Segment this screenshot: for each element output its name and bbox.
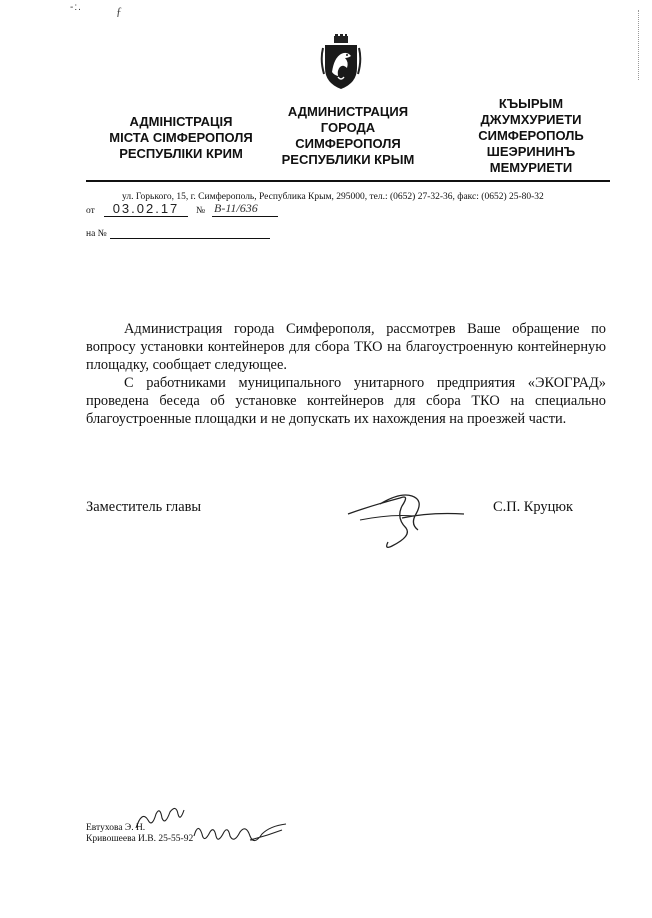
reply-to-field — [110, 228, 270, 239]
document-number: В-11/636 — [212, 202, 278, 217]
header-left-line: РЕСПУБЛІКИ КРИМ — [119, 146, 243, 161]
office-address: ул. Горького, 15, г. Симферополь, Республика Крым, 295000, тел.: (0652) 27-32-36, факс: (0652) 25-80-32 — [122, 192, 544, 202]
letter-body — [86, 320, 606, 428]
coat-of-arms-icon — [320, 34, 362, 90]
header-middle-line: РЕСПУБЛИКИ КРЫМ — [281, 152, 415, 167]
body-paragraph: С работниками муниципального унитарного предприятия «ЭКОГРАД» проведена беседа об установке контейнеров для сбора ТКО на специально благоустроенные площадки и не допускать их нахождения на проезжей части. — [86, 375, 606, 427]
header-divider — [86, 180, 610, 182]
document-date: 03.02.17 — [104, 202, 188, 217]
date-label: от — [86, 206, 95, 216]
header-right-line: ДЖУМХУРИЕТИ — [480, 112, 582, 127]
header-left-line: МІСТА СІМФЕРОПОЛЯ — [109, 130, 253, 145]
scan-mark-2: ƒ — [116, 4, 122, 18]
reply-to-label: на № — [86, 229, 107, 239]
header-left-ukrainian — [86, 114, 276, 162]
header-middle-line: ГОРОДА — [320, 120, 376, 135]
body-paragraph: Администрация города Симферополя, рассмотрев Ваше обращение по вопросу установки контейнеров для сбора ТКО на благоустроенную контейнерную площадку, сообщает следующее. — [86, 321, 606, 373]
signatory-name: С.П. Круцюк — [493, 499, 574, 515]
header-right-line: СИМФЕРОПОЛЬ — [478, 128, 584, 143]
scan-mark: -:. — [70, 2, 82, 13]
handwritten-initials — [190, 818, 290, 852]
header-right-line: ШЕЭРИНИНЪ — [486, 144, 576, 159]
header-left-line: АДМІНІСТРАЦІЯ — [129, 114, 233, 129]
header-right-crimean-tatar — [456, 96, 606, 176]
signatory-title: Заместитель главы — [86, 499, 202, 515]
header-middle-line: АДМИНИСТРАЦИЯ — [287, 104, 409, 119]
header-middle-line: СИМФЕРОПОЛЯ — [295, 136, 401, 151]
header-right-line: МЕМУРИЕТИ — [489, 160, 573, 175]
scan-edge-mark — [638, 10, 649, 80]
handwritten-signature — [340, 484, 470, 554]
executor-line: Кривошеева И.В. 25-55-92 — [86, 834, 194, 844]
header-middle-russian — [268, 104, 428, 168]
number-label: № — [196, 206, 206, 216]
header-right-line: КЪЫРЫМ — [498, 96, 564, 111]
executor-line: Евтухова Э. Н. — [86, 823, 146, 833]
